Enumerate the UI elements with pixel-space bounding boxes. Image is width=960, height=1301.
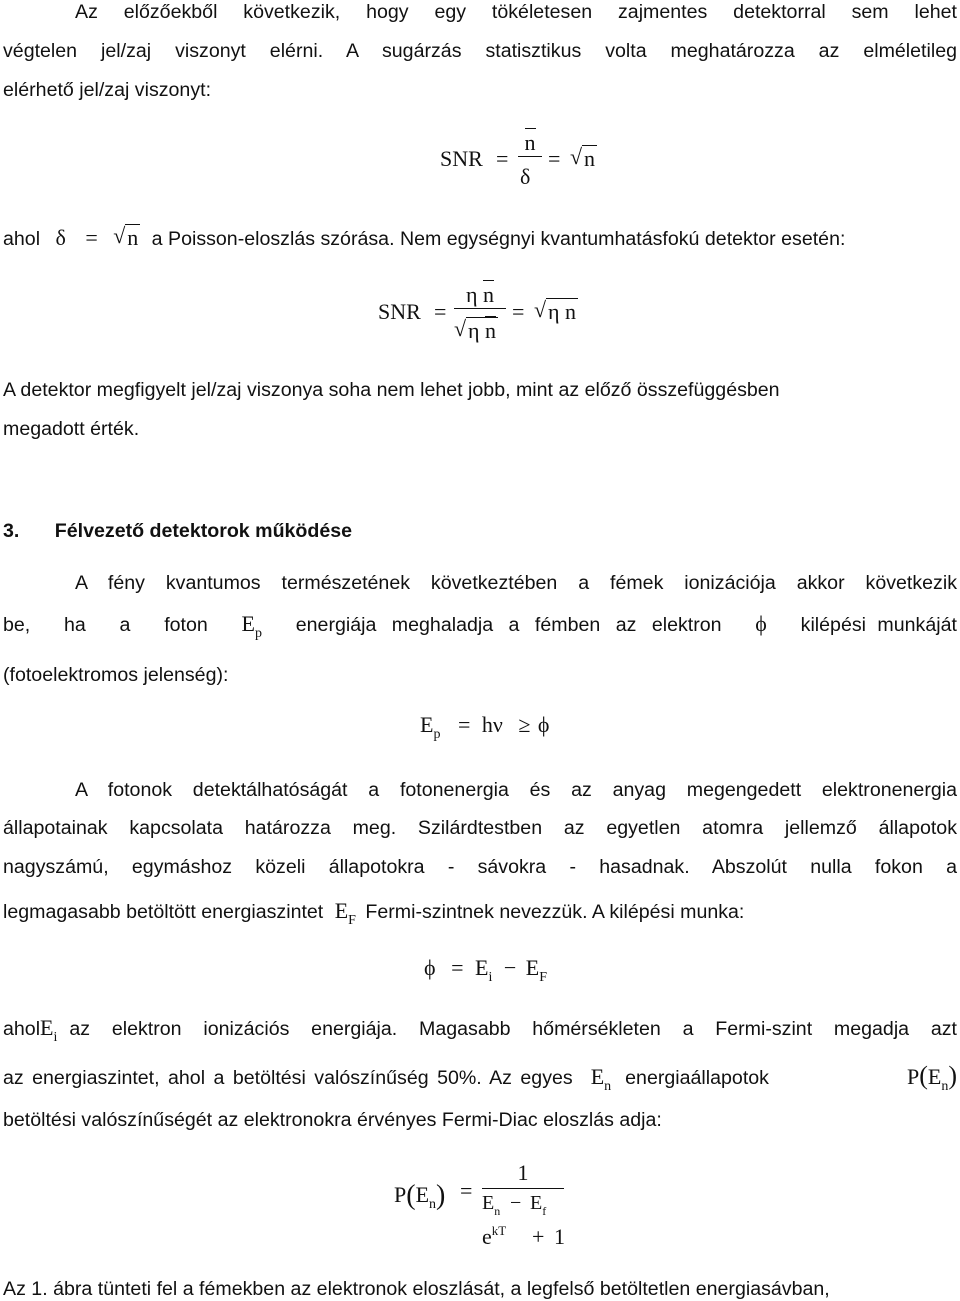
paragraph-5-line-1: A fotonok detektálhatóságát a fotonenergia és az anyag megengedett elektronenergia xyxy=(75,779,957,801)
equation-photoelectric: $E_p = h\nu \ge \phi$ xyxy=(420,712,550,742)
section-number: 3. xyxy=(3,520,20,542)
energy-ep: $E_p$ xyxy=(241,611,262,641)
eq1-sqrt: √ n xyxy=(570,146,597,172)
eq2-numerator: η n xyxy=(454,282,506,309)
paragraph-5-line-2: állapotainak kapcsolata határozza meg. Szilárdtestben az egyetlen atomra jellemző állapotok xyxy=(3,817,957,839)
phi-symbol: ϕ xyxy=(755,611,767,636)
fermi-level-ef: $E_F$ xyxy=(334,898,356,928)
paragraph-5-line-3: nagyszámú, egymáshoz közeli állapotokra - sávokra - hasadnak. Abszolút nulla fokon a xyxy=(3,856,957,878)
p2-sqrt: √ n xyxy=(113,226,140,250)
paragraph-1-line-3: elérhető jel/zaj viszonyt: xyxy=(3,79,212,101)
eq1-denominator: δ xyxy=(520,164,531,189)
eq5-numerator: 1 xyxy=(482,1160,564,1189)
eq5-exp-fraction: $E_n$ − $E_f$ xyxy=(482,1192,547,1218)
paragraph-1-line-1: Az előzőekből következik, hogy egy tökéletesen zajmentes detektorral sem lehet xyxy=(75,1,957,23)
eq5-plus: + xyxy=(532,1224,545,1249)
eq1-numerator: n xyxy=(518,130,542,157)
paragraph-2 xyxy=(3,226,957,251)
equation-fermi-dirac xyxy=(394,1160,594,1256)
equation-work-function: $\phi = E_i - E_F$ xyxy=(424,955,548,985)
eq5-lhs: $P(E_n)$ xyxy=(394,1180,446,1212)
p2-equals: = xyxy=(85,225,98,250)
eq1-equals: = xyxy=(496,146,509,171)
eq1-equals-2: = xyxy=(548,146,561,171)
eq2-sqrt: √ η n xyxy=(534,299,578,325)
eq1-lhs: SNR xyxy=(440,146,483,171)
paragraph-4-line-3: (fotoelektromos jelenség): xyxy=(3,664,229,686)
eq2-lhs: SNR xyxy=(378,299,421,324)
p2-prefix: ahol xyxy=(3,228,41,250)
ionization-energy-ei: $E_i$ xyxy=(40,1015,58,1045)
p2-delta: δ xyxy=(55,225,66,250)
p2-text: a Poisson-eloszlás szórása. Nem egységnyi kvantumhatásfokú detektor esetén: xyxy=(151,228,846,250)
eq5-equals: = xyxy=(460,1178,473,1203)
eq5-one: 1 xyxy=(554,1224,565,1249)
eq2-equals-2: = xyxy=(512,299,525,324)
eq2-denominator: √ η n xyxy=(454,318,498,344)
paragraph-7-line-1: Az 1. ábra tünteti fel a fémekben az elektronok eloszlását, a legfelső betöltetlen energiasávban, xyxy=(3,1278,830,1300)
paragraph-3-line-2: megadott érték. xyxy=(3,418,140,440)
paragraph-6-line-3: betöltési valószínűségét az elektronokra érvényes Fermi-Diac eloszlás adja: xyxy=(3,1109,662,1131)
paragraph-1-line-2: végtelen jel/zaj viszonyt elérni. A sugárzás statisztikus volta meghatározza az elméletileg xyxy=(3,40,957,62)
paragraph-4-line-1: A fény kvantumos természetének következtében a fémek ionizációja akkor következik xyxy=(75,572,957,594)
paragraph-6-line-1: ahol $E_i$ az elektron ionizációs energiája. Magasabb hőmérsékleten a Fermi-szint megadja azt xyxy=(3,1015,957,1045)
probability-p-en: $P(E_n)$ xyxy=(906,1061,957,1094)
paragraph-5-line-4: legmagasabb betöltött energiaszintet $E_F$ Fermi-szintnek nevezzük. A kilépési munka: xyxy=(3,898,745,928)
paragraph-6-line-2: az energiaszintet, ahol a betöltési valószínűség 50%. Az egyes $E_n$ energiaállapotok $P(E_n)$ xyxy=(3,1061,957,1094)
eq5-den-e: $e^{kT}$ xyxy=(482,1223,507,1249)
section-heading xyxy=(3,519,957,543)
section-title: Félvezető detektorok működése xyxy=(54,520,353,542)
paragraph-4-line-2: be, ha a foton $E_p$ energiája meghaladja a fémben az elektron ϕ kilépési munkáját xyxy=(3,611,957,641)
eq2-equals: = xyxy=(434,299,447,324)
energy-en: $E_n$ xyxy=(590,1064,612,1094)
paragraph-3-line-1: A detektor megfigyelt jel/zaj viszonya soha nem lehet jobb, mint az előző összefüggésben xyxy=(3,379,780,401)
